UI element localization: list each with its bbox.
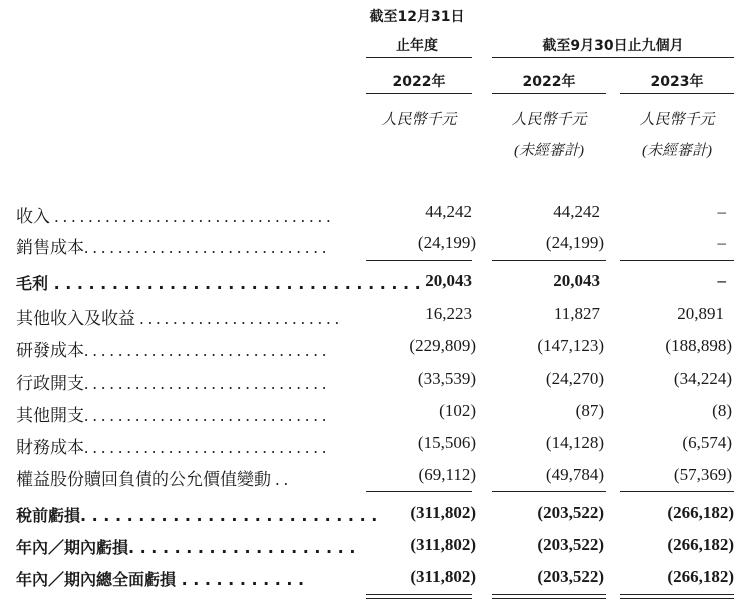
row-label-rnd-costs: 研發成本. . . . . . . . . . . . . . . . . . . . . . . . . . . . . — [16, 341, 327, 360]
cell-cost-of-sales-col3: – — [717, 233, 726, 252]
row-label-total-comprehensive-loss: 年內／期內總全面虧損 . . . . . . . . . . . — [16, 570, 305, 589]
unit-col2: 人民幣千元 — [511, 112, 587, 128]
cell-other-income-col3: 20,891 — [677, 304, 724, 323]
unaudited-col2: (未經審計) — [514, 143, 584, 159]
cell-other-expenses-col1: (102) — [439, 401, 476, 420]
header-year-col3: 2023年 — [650, 74, 704, 90]
cell-admin-expenses-col2: (24,270) — [545, 369, 604, 388]
header-period-fy-ended: 止年度 — [396, 38, 438, 54]
cell-rnd-costs-col1: (229,809) — [409, 336, 476, 355]
cell-other-expenses-col3: (8) — [712, 401, 732, 420]
cell-loss-for-period-col3: (266,182) — [667, 535, 734, 554]
cell-loss-for-period-col2: (203,522) — [537, 535, 604, 554]
cell-other-income-col2: 11,827 — [553, 304, 600, 323]
subtotal-rule2-col1 — [366, 491, 472, 492]
cell-loss-before-tax-col2: (203,522) — [537, 503, 604, 522]
cell-other-expenses-col2: (87) — [575, 401, 604, 420]
cell-rnd-costs-col2: (147,123) — [537, 336, 604, 355]
cell-total-comprehensive-loss-col1: (311,802) — [410, 567, 476, 586]
row-label-gross-profit: 毛利 . . . . . . . . . . . . . . . . . . . . . . . . . . . . . . . . — [16, 274, 421, 293]
row-label-fair-value-change: 權益股份贖回負債的公允價值變動 . . — [16, 470, 288, 489]
subtotal-rule2-col2 — [492, 491, 606, 492]
header-period-nine-months: 截至9月30日止九個月 — [542, 38, 684, 54]
cell-gross-profit-col3: – — [717, 271, 726, 290]
total-rule-top-col3 — [620, 594, 734, 595]
cell-cost-of-sales-col1: (24,199) — [417, 233, 476, 252]
total-rule-bottom-col2 — [492, 598, 606, 599]
total-rule-top-col1 — [366, 594, 472, 595]
subtotal-rule-col1 — [366, 260, 472, 261]
cell-other-income-col1: 16,223 — [425, 304, 472, 323]
cell-loss-before-tax-col3: (266,182) — [667, 503, 734, 522]
unit-col3: 人民幣千元 — [639, 112, 715, 128]
unaudited-col3: (未經審計) — [642, 143, 712, 159]
cell-total-comprehensive-loss-col3: (266,182) — [667, 567, 734, 586]
cell-fair-value-change-col2: (49,784) — [545, 465, 604, 484]
total-rule-top-col2 — [492, 594, 606, 595]
cell-gross-profit-col2: 20,043 — [553, 271, 600, 290]
cell-loss-for-period-col1: (311,802) — [410, 535, 476, 554]
subtotal-rule-col2 — [492, 260, 606, 261]
cell-admin-expenses-col3: (34,224) — [673, 369, 732, 388]
unit-col1: 人民幣千元 — [381, 112, 457, 128]
row-label-revenue: 收入 . . . . . . . . . . . . . . . . . . . . . . . . . . . . . . . . . — [16, 207, 331, 226]
cell-gross-profit-col1: 20,043 — [425, 271, 472, 290]
cell-admin-expenses-col1: (33,539) — [417, 369, 476, 388]
row-label-admin-expenses: 行政開支. . . . . . . . . . . . . . . . . . . . . . . . . . . . . — [16, 374, 327, 393]
year-rule-col2 — [492, 93, 606, 94]
subtotal-rule-col3 — [620, 260, 734, 261]
header-rule-nine-months — [492, 57, 734, 58]
cell-loss-before-tax-col1: (311,802) — [410, 503, 476, 522]
year-rule-col3 — [620, 93, 734, 94]
row-label-finance-costs: 財務成本. . . . . . . . . . . . . . . . . . . . . . . . . . . . . — [16, 438, 327, 457]
cell-cost-of-sales-col2: (24,199) — [545, 233, 604, 252]
cell-total-comprehensive-loss-col2: (203,522) — [537, 567, 604, 586]
cell-fair-value-change-col1: (69,112) — [418, 465, 476, 484]
header-period-fy: 截至12月31日 — [369, 9, 465, 25]
cell-fair-value-change-col3: (57,369) — [673, 465, 732, 484]
cell-finance-costs-col2: (14,128) — [545, 433, 604, 452]
year-rule-col1 — [366, 93, 472, 94]
header-rule-fy — [366, 57, 472, 58]
subtotal-rule2-col3 — [620, 491, 734, 492]
total-rule-bottom-col3 — [620, 598, 734, 599]
cell-revenue-col1: 44,242 — [425, 202, 472, 221]
row-label-loss-for-period: 年內／期內虧損. . . . . . . . . . . . . . . . . . . . — [16, 538, 356, 557]
cell-revenue-col2: 44,242 — [553, 202, 600, 221]
header-year-col1: 2022年 — [392, 74, 446, 90]
row-label-other-expenses: 其他開支. . . . . . . . . . . . . . . . . . . . . . . . . . . . . — [16, 406, 327, 425]
header-year-col2: 2022年 — [522, 74, 576, 90]
cell-finance-costs-col1: (15,506) — [417, 433, 476, 452]
cell-finance-costs-col3: (6,574) — [682, 433, 732, 452]
cell-revenue-col3: – — [717, 202, 726, 221]
total-rule-bottom-col1 — [366, 598, 472, 599]
row-label-cost-of-sales: 銷售成本. . . . . . . . . . . . . . . . . . . . . . . . . . . . . — [16, 238, 327, 257]
row-label-other-income: 其他收入及收益 . . . . . . . . . . . . . . . . . . . . . . . . — [16, 309, 339, 328]
row-label-loss-before-tax: 稅前虧損. . . . . . . . . . . . . . . . . . . . . . . . . . — [16, 506, 378, 525]
cell-rnd-costs-col3: (188,898) — [665, 336, 732, 355]
